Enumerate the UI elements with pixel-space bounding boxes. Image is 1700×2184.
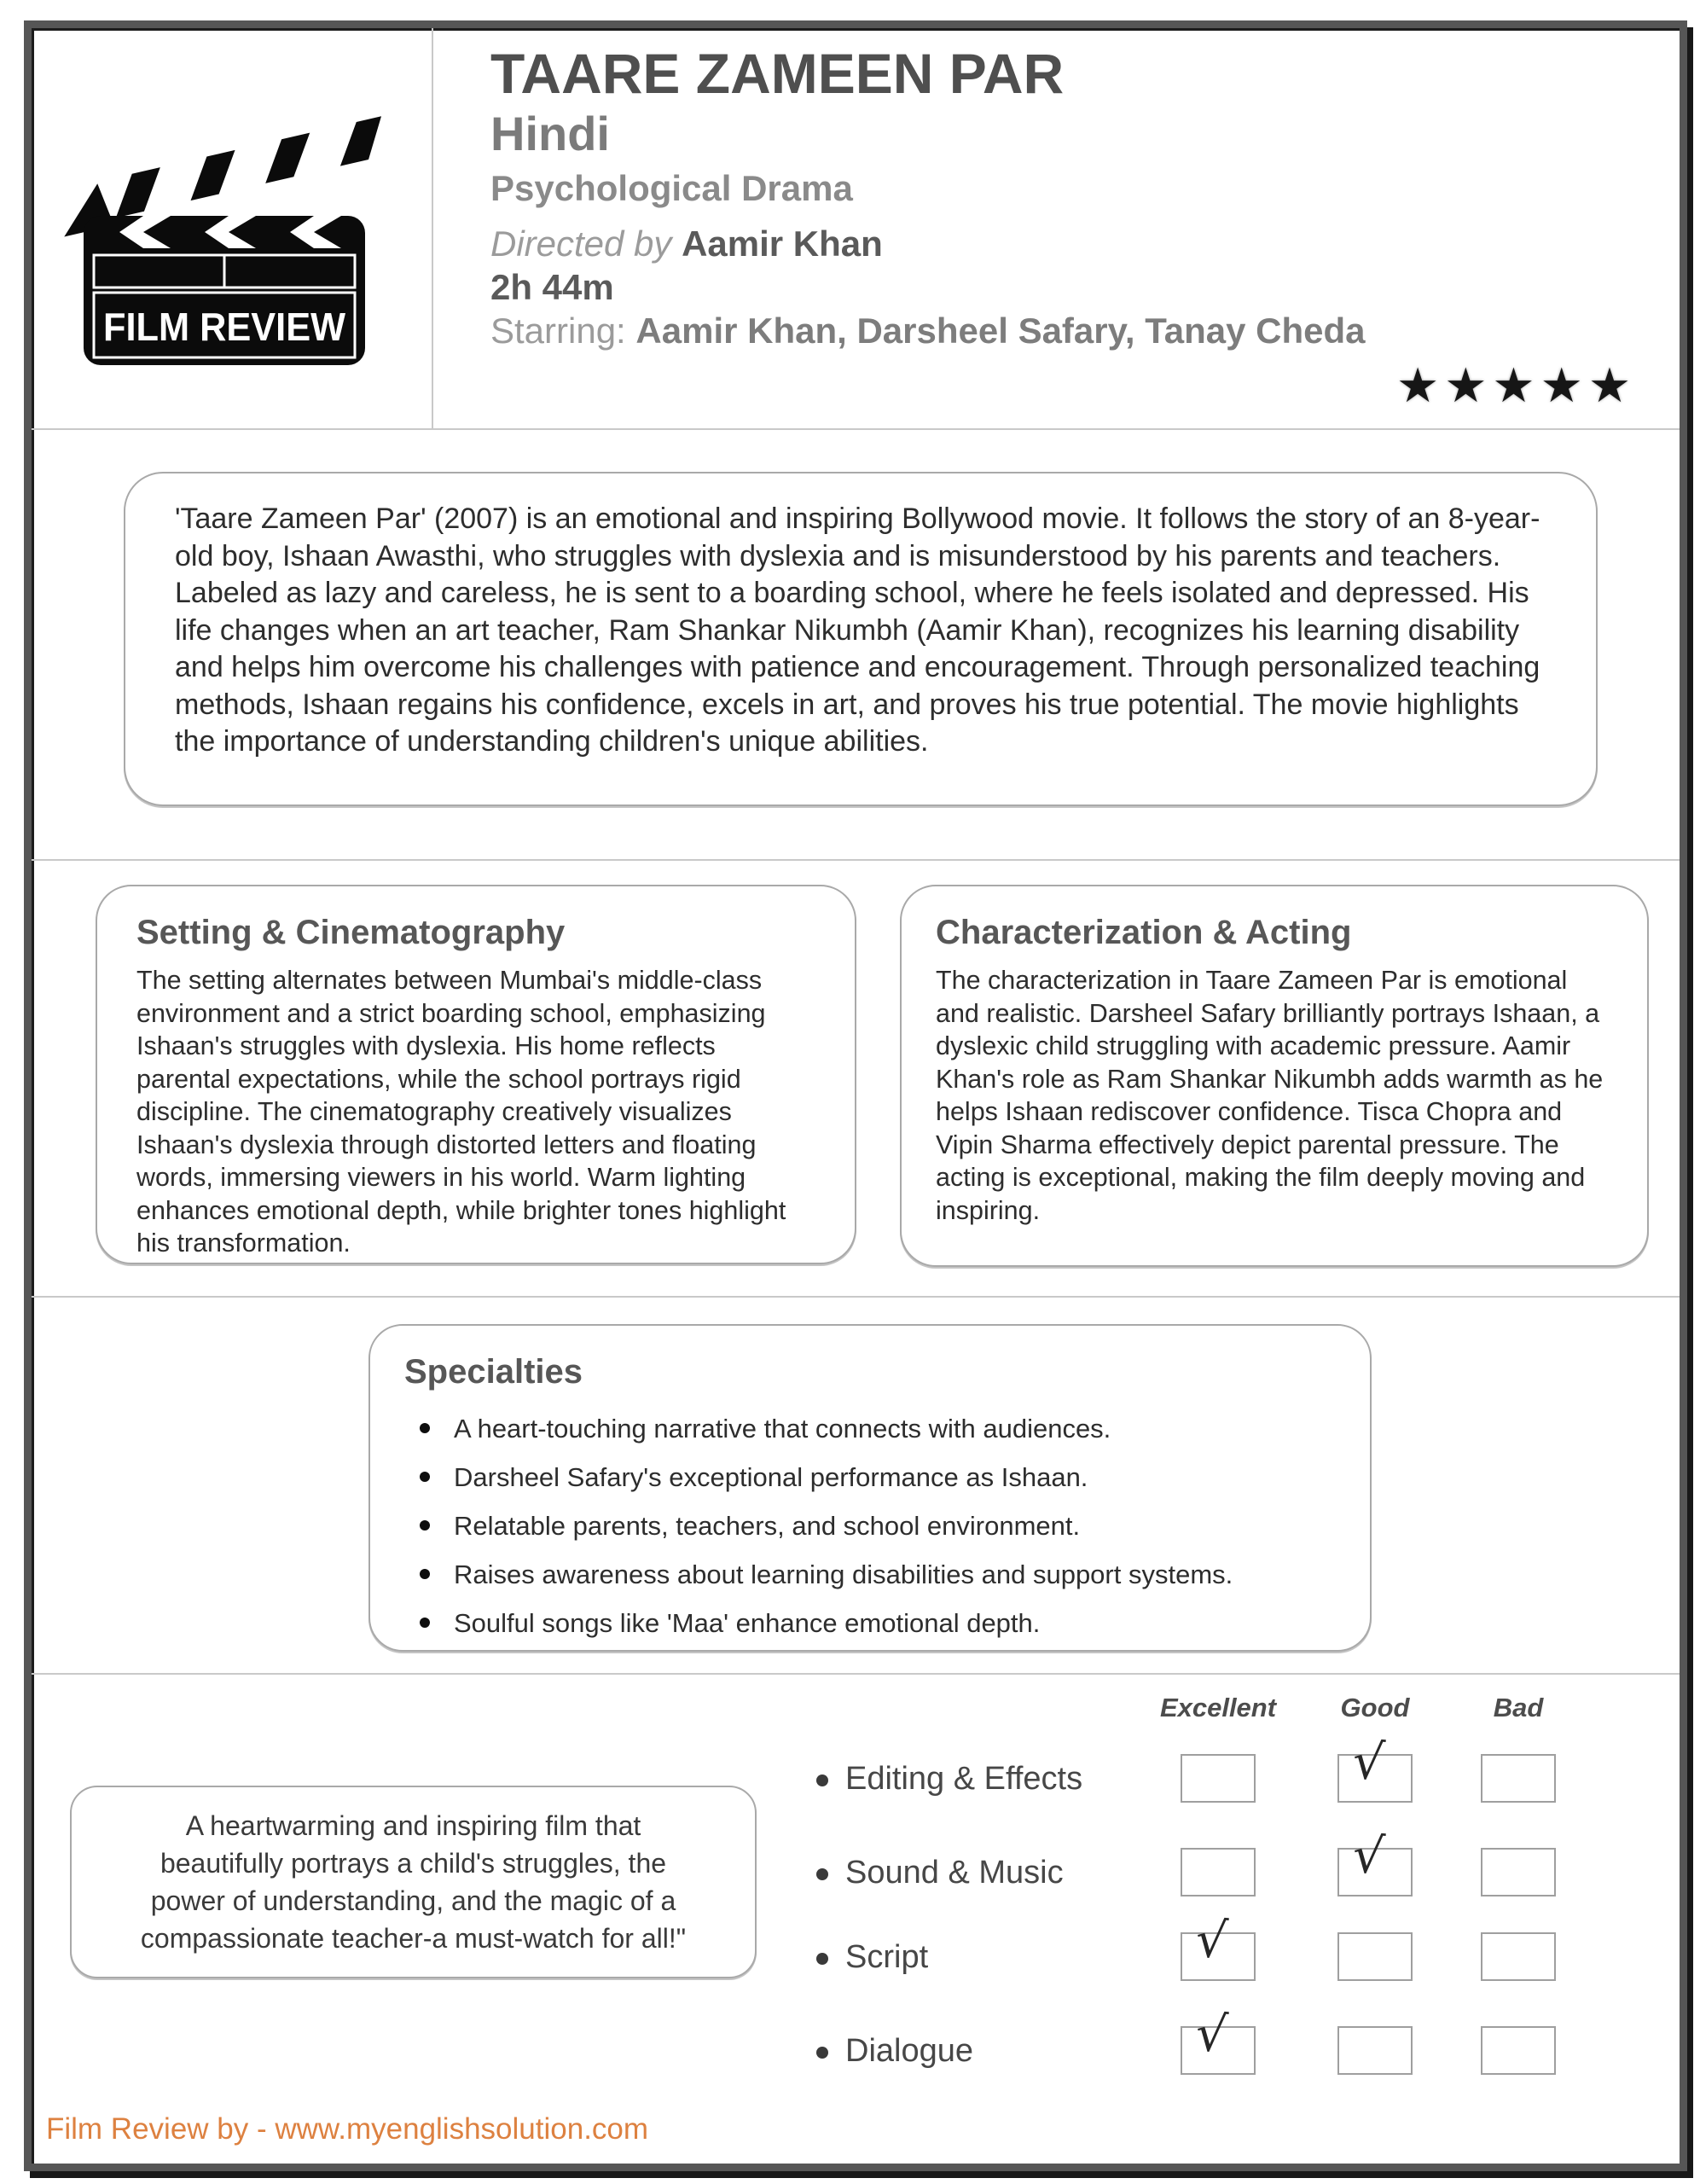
checkbox-sound-bad[interactable] [1481, 1848, 1556, 1896]
film-language: Hindi [490, 107, 610, 160]
verdict-quote-text: A heartwarming and inspiring film that beautifully portrays a child's struggles, the power of understanding, and the magic of a compassionate teacher-a must-watch for all!" [140, 1810, 687, 1954]
logo-label: FILM REVIEW [103, 305, 346, 349]
rating-row-text: Dialogue [845, 2033, 973, 2069]
film-directed-line [490, 226, 883, 262]
checkbox-dialogue-excellent[interactable] [1181, 2003, 1256, 2075]
characterization-acting-box [900, 885, 1649, 1267]
film-review-clapperboard-logo [60, 101, 401, 391]
list-item [404, 1412, 1336, 1445]
rating-row-text: Script [845, 1939, 929, 1975]
section-divider-2 [32, 1296, 1680, 1298]
bullet-icon [816, 1953, 828, 1965]
acting-section-body: The characterization in Taare Zameen Par is emotional and realistic. Darsheel Safary brilliantly portrays Ishaan, a dyslexic child struggling with academic pressure. Aamir Khan's role as Ram Shankar Nikumbh adds warmth as he helps Ishaan rediscover confidence. Tisca Chopra and Vipin Sharma effectively depict parental pressure. The acting is exceptional, making the film deeply moving and inspiring. [936, 966, 1604, 1225]
rating-row-text: Sound & Music [845, 1855, 1064, 1891]
checkmark-icon: √ [1350, 1731, 1387, 1792]
page-frame [24, 20, 1687, 2171]
header-vertical-divider [432, 28, 433, 428]
summary-box [124, 472, 1598, 806]
section-divider-1 [32, 859, 1680, 861]
specialties-title: Specialties [404, 1353, 583, 1391]
checkbox-dialogue-good[interactable] [1337, 2026, 1413, 2075]
starring-names: Aamir Khan, Darsheel Safary, Tanay Cheda [635, 311, 1366, 351]
specialty-text: Raises awareness about learning disabilities and support systems. [454, 1560, 1233, 1589]
checkbox-script-excellent[interactable] [1181, 1909, 1256, 1981]
rating-row-label [816, 1852, 1183, 1893]
list-item [404, 1509, 1336, 1542]
specialty-text: Soulful songs like 'Maa' enhance emotional depth. [454, 1608, 1041, 1638]
checkbox-script-good[interactable] [1337, 1932, 1413, 1981]
section-divider-3 [32, 1673, 1680, 1675]
rating-row-label [816, 2030, 1183, 2071]
acting-section-title: Characterization & Acting [936, 914, 1352, 951]
list-item [404, 1606, 1336, 1640]
film-title: TAARE ZAMEEN PAR [490, 42, 1065, 105]
specialty-text: Darsheel Safary's exceptional performance as Ishaan. [454, 1462, 1088, 1492]
film-runtime: 2h 44m [490, 267, 614, 307]
bullet-icon [816, 1774, 828, 1786]
verdict-quote-box [70, 1786, 757, 1978]
film-starring-line [490, 313, 1366, 349]
rating-column-good: Good [1340, 1693, 1410, 1722]
starring-label: Starring: [490, 311, 636, 351]
checkbox-script-bad[interactable] [1481, 1932, 1556, 1981]
list-item [404, 1461, 1336, 1494]
specialties-box [368, 1324, 1372, 1652]
setting-section-body: The setting alternates between Mumbai's middle-class environment and a strict boarding school, emphasizing Ishaan's struggles with dyslexia. His home reflects parental expectations, while the school portrays rigid discipline. The cinematography creatively visualizes Ishaan's dyslexia through distorted letters and floating words, immersing viewers in his world. Warm lighting enhances emotional depth, while brighter tones highlight his transformation. [136, 966, 786, 1258]
footer-credit: Film Review by - www.myenglishsolution.com [46, 2112, 649, 2146]
summary-text: 'Taare Zameen Par' (2007) is an emotional and inspiring Bollywood movie. It follows the story of an 8-year-old boy, Ishaan Awasthi, who struggles with dyslexia and is misunderstood by his parents and teachers. Labeled as lazy and careless, he is sent to a boarding school, where he feels isolated and depressed. His life changes when an art teacher, Ram Shankar Nikumbh (Aamir Khan), recognizes his learning disability and helps him overcome his challenges with patience and encouragement. Through personalized teaching methods, Ishaan regains his confidence, excels in art, and proves his true potential. The movie highlights the importance of understanding children's unique abilities. [175, 502, 1540, 758]
checkbox-dialogue-bad[interactable] [1481, 2026, 1556, 2075]
specialties-list [404, 1412, 1336, 1640]
checkbox-editing-bad[interactable] [1481, 1754, 1556, 1803]
checkmark-icon: √ [1350, 1825, 1387, 1886]
bullet-icon [816, 1868, 828, 1880]
list-item [404, 1558, 1336, 1591]
specialty-text: A heart-touching narrative that connects with audiences. [454, 1414, 1111, 1443]
bullet-icon [420, 1618, 430, 1628]
rating-row-label [816, 1937, 1183, 1978]
directed-by-label: Directed by [490, 224, 682, 264]
checkmark-icon: √ [1193, 2003, 1230, 2065]
checkbox-editing-excellent[interactable] [1181, 1754, 1256, 1803]
rating-column-excellent: Excellent [1159, 1693, 1277, 1722]
rating-row-label [816, 1758, 1183, 1799]
setting-section-title: Setting & Cinematography [136, 914, 566, 951]
five-star-rating-icon: ★★★★★ [1396, 358, 1637, 414]
header-bottom-divider [32, 428, 1680, 430]
bullet-icon [420, 1472, 430, 1482]
director-name: Aamir Khan [682, 224, 883, 264]
bullet-icon [816, 2047, 828, 2059]
checkbox-editing-good[interactable] [1337, 1731, 1413, 1803]
checkbox-sound-excellent[interactable] [1181, 1848, 1256, 1896]
film-genre: Psychological Drama [490, 168, 853, 208]
checkbox-sound-good[interactable] [1337, 1825, 1413, 1896]
rating-row-text: Editing & Effects [845, 1761, 1083, 1797]
specialty-text: Relatable parents, teachers, and school environment. [454, 1511, 1081, 1541]
bullet-icon [420, 1520, 430, 1531]
setting-cinematography-box [96, 885, 856, 1264]
bullet-icon [420, 1423, 430, 1433]
bullet-icon [420, 1569, 430, 1579]
checkmark-icon: √ [1193, 1909, 1230, 1971]
rating-column-bad: Bad [1493, 1693, 1544, 1722]
